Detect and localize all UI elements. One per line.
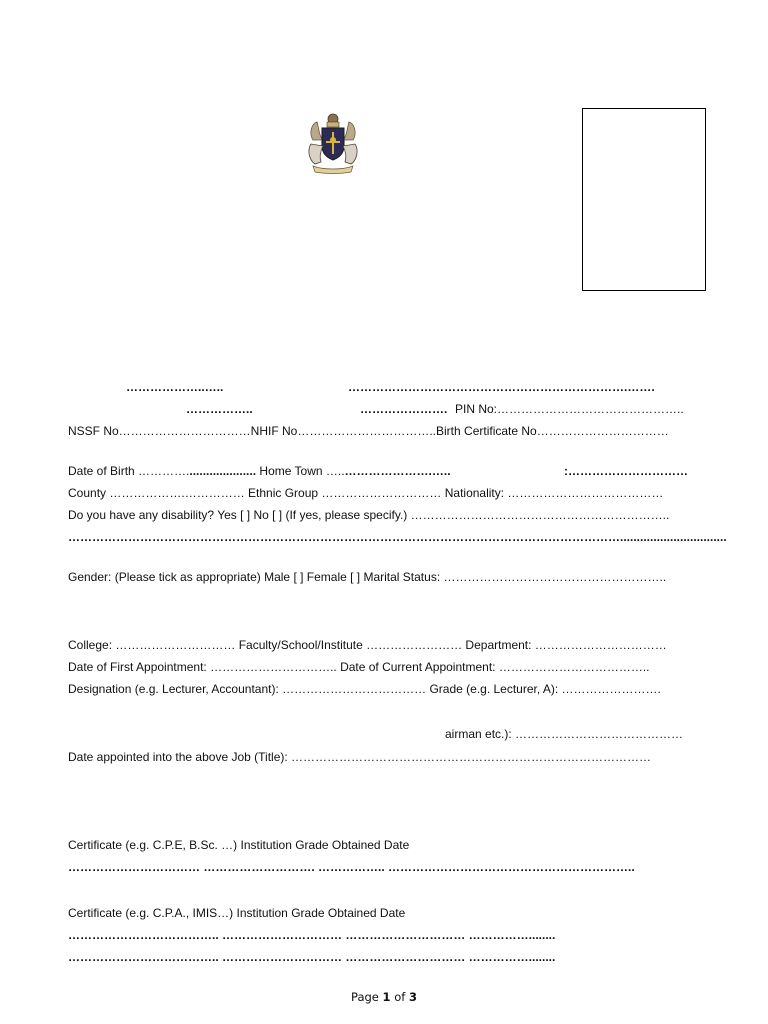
designation-grade-line[interactable]: Designation (e.g. Lecturer, Accountant): ……………………………… Grade (e.g. Lecturer, A): ……………………. xyxy=(68,682,661,696)
university-crest-logo xyxy=(305,110,361,174)
certificate-row-1[interactable]: …………………………… ………………………. …………….. …………………………………………………….. xyxy=(68,860,635,874)
airman-field-line[interactable]: airman etc.): …………………………………… xyxy=(445,727,684,741)
page-total: 3 xyxy=(408,990,417,1004)
page-of: of xyxy=(390,990,409,1004)
appointment-dates-line[interactable]: Date of First Appointment: ………………………….. Date of Current Appointment: ……………………………….. xyxy=(68,660,650,674)
dotted-field-second-left[interactable]: …………….. xyxy=(186,402,253,416)
certificate-row-2a[interactable]: ……………………………….. ………………………… ………………………… ……………........ xyxy=(68,928,556,942)
passport-photo-box xyxy=(582,108,706,291)
dob-hometown-line xyxy=(68,464,451,478)
hometown-field[interactable]: ………………….….. xyxy=(344,464,451,478)
disability-question-line[interactable]: Do you have any disability? Yes [ ] No [ ] (If yes, please specify.) ……………………………………………………….. xyxy=(68,508,670,522)
county-ethnic-nationality-line[interactable]: County ……………….…………… Ethnic Group ………………………… Nationality: ………………………………… xyxy=(68,486,664,500)
dotted-field-top-right[interactable]: …………………………………………………………….……. xyxy=(348,380,655,394)
nssf-nhif-birth-cert-line[interactable]: NSSF No……………………………NHIF No……………………………..Birth Certificate No…………………………… xyxy=(68,424,669,438)
dotted-field-dob-row-right[interactable]: :………………………… xyxy=(564,464,688,478)
page-current: 1 xyxy=(382,990,391,1004)
dob-label: Date of Birth …………. xyxy=(68,464,190,478)
dotted-field-second-middle[interactable]: …………………. xyxy=(360,402,448,416)
disability-specify-dotted-line[interactable]: …………………………………………………………………………………………………………………………................................ xyxy=(68,530,727,544)
dotted-field-top-left[interactable]: ………………..….. xyxy=(126,380,224,394)
page-number-footer xyxy=(0,990,768,1004)
gender-marital-status-line[interactable]: Gender: (Please tick as appropriate) Male [ ] Female [ ] Marital Status: ……………………………………………….. xyxy=(68,570,667,584)
hometown-label: Home Town ….. xyxy=(256,464,345,478)
certificate-table-header-1: Certificate (e.g. C.P.E, B.Sc. …) Institution Grade Obtained Date xyxy=(68,838,410,852)
date-appointed-job-line[interactable]: Date appointed into the above Job (Title): ……………………………………………………………………………… xyxy=(68,750,652,764)
pin-number-field[interactable]: PIN No:……………………………………….. xyxy=(455,402,684,416)
certificate-table-header-2: Certificate (e.g. C.P.A., IMIS…) Institution Grade Obtained Date xyxy=(68,906,406,920)
page-prefix: Page xyxy=(351,990,383,1004)
certificate-row-2b[interactable]: ……………………………….. ………………………… ………………………… ……………........ xyxy=(68,950,556,964)
dob-field[interactable]: .................... xyxy=(189,464,257,478)
college-faculty-department-line[interactable]: College: ………………………… Faculty/School/Institute …………………… Department: …………………………… xyxy=(68,638,667,652)
